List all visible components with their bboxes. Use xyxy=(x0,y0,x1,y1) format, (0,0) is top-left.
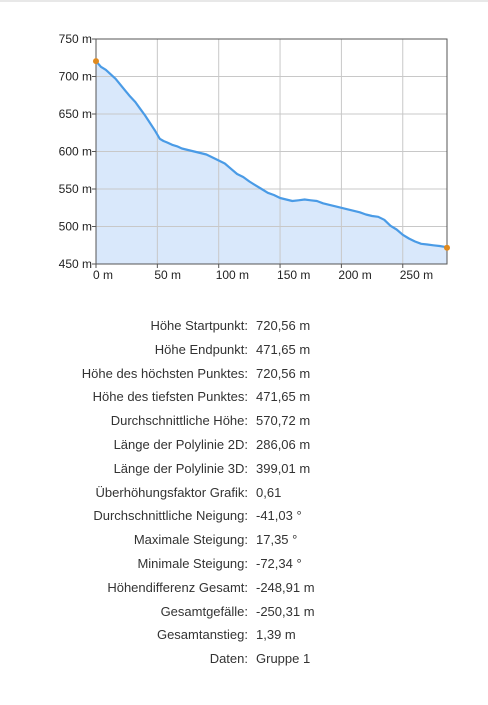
stat-value: 471,65 m xyxy=(256,389,311,405)
stat-value: 471,65 m xyxy=(256,341,311,357)
stat-label: Gesamtanstieg: xyxy=(156,627,248,643)
stats-row xyxy=(0,600,488,624)
stat-label: Länge der Polylinie 3D: xyxy=(113,460,248,476)
stat-label: Maximale Steigung: xyxy=(133,532,248,548)
start-point-marker xyxy=(93,58,99,64)
stat-label: Länge der Polylinie 2D: xyxy=(113,436,248,452)
stats-row xyxy=(0,409,488,433)
stat-value: 17,35 ° xyxy=(256,532,298,548)
x-tick-label: 100 m xyxy=(215,268,250,282)
stats-row xyxy=(0,481,488,505)
y-tick-label: 550 m xyxy=(58,182,92,196)
stat-value: -248,91 m xyxy=(256,579,315,595)
stat-value: 570,72 m xyxy=(256,413,311,429)
x-tick-label: 150 m xyxy=(277,268,311,282)
stats-row xyxy=(0,457,488,481)
stats-row xyxy=(0,623,488,647)
stat-value: 1,39 m xyxy=(256,627,296,643)
end-point-marker xyxy=(444,245,450,251)
stats-row xyxy=(0,576,488,600)
stat-label: Durchschnittliche Höhe: xyxy=(110,413,248,429)
stat-label: Höhe des tiefsten Punktes: xyxy=(92,389,248,405)
stats-row xyxy=(0,647,488,671)
y-tick-label: 600 m xyxy=(58,144,92,159)
x-tick-label: 0 m xyxy=(93,268,114,282)
stat-label: Höhendifferenz Gesamt: xyxy=(107,579,248,595)
stats-row xyxy=(0,338,488,362)
stat-value: Gruppe 1 xyxy=(256,651,311,667)
stat-label: Daten: xyxy=(209,651,248,667)
stat-label: Höhe Endpunkt: xyxy=(154,341,248,357)
x-tick-label: 50 m xyxy=(154,268,182,282)
stat-label: Durchschnittliche Neigung: xyxy=(93,508,248,524)
stats-row xyxy=(0,504,488,528)
y-tick-label: 450 m xyxy=(58,257,92,271)
elevation-chart-svg xyxy=(0,0,488,290)
stat-label: Gesamtgefälle: xyxy=(160,603,248,619)
stat-label: Höhe Startpunkt: xyxy=(150,318,248,333)
elevation-profile-chart xyxy=(0,0,488,290)
stat-value: 286,06 m xyxy=(256,436,311,452)
y-tick-label: 500 m xyxy=(58,219,92,234)
stats-row xyxy=(0,528,488,552)
x-tick-label: 200 m xyxy=(338,268,372,282)
y-tick-label: 650 m xyxy=(58,107,92,121)
stat-label: Höhe des höchsten Punktes: xyxy=(81,365,248,381)
stat-value: -72,34 ° xyxy=(256,555,302,571)
y-tick-label: 750 m xyxy=(58,32,92,46)
stat-value: 720,56 m xyxy=(256,318,311,333)
stats-row xyxy=(0,314,488,338)
stat-label: Minimale Steigung: xyxy=(137,555,248,571)
stats-row xyxy=(0,362,488,386)
stat-value: -250,31 m xyxy=(256,603,315,619)
stat-label: Überhöhungsfaktor Grafik: xyxy=(95,484,248,500)
elevation-stats-table xyxy=(0,314,488,671)
stats-row xyxy=(0,385,488,409)
stat-value: 720,56 m xyxy=(256,365,311,381)
x-tick-label: 250 m xyxy=(399,268,434,282)
stat-value: 399,01 m xyxy=(256,460,311,476)
stat-value: 0,61 xyxy=(256,484,282,500)
stats-row xyxy=(0,433,488,457)
stat-value: -41,03 ° xyxy=(256,508,302,524)
y-tick-label: 700 m xyxy=(58,69,92,84)
stats-row xyxy=(0,552,488,576)
